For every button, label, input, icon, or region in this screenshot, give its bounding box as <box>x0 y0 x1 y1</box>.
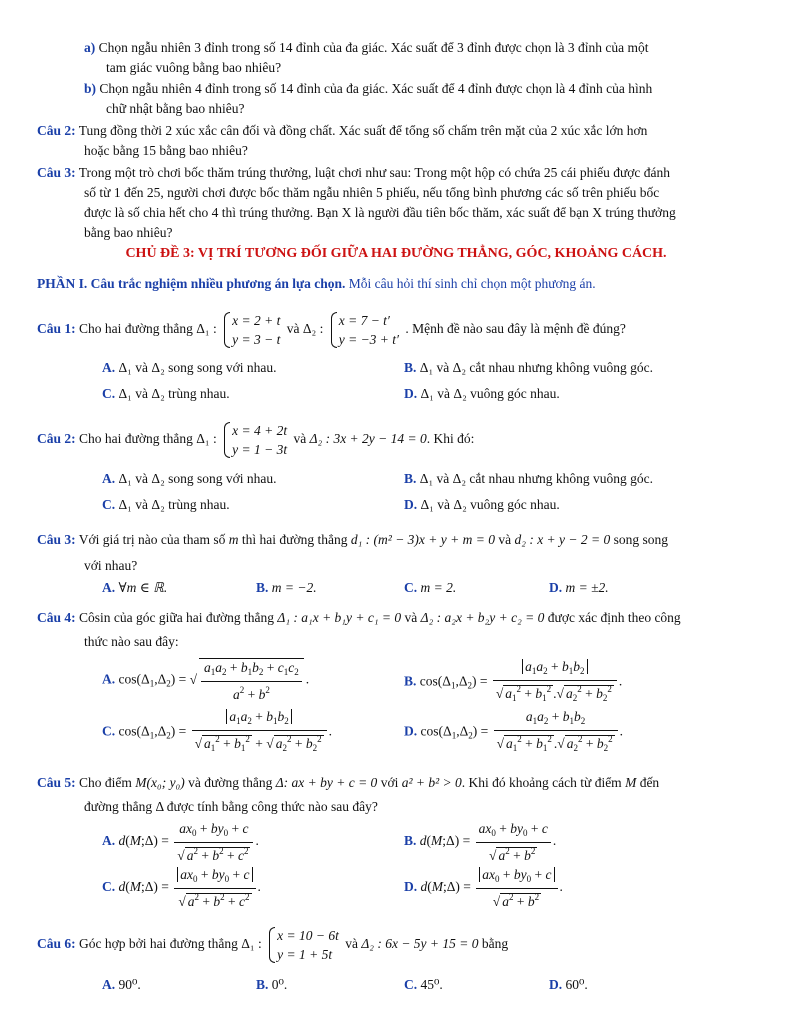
option-text: 90⁰. <box>118 977 141 992</box>
option-text: và <box>135 386 149 401</box>
option-letter: C. <box>404 580 418 595</box>
option-letter: B. <box>404 471 417 486</box>
line-delta1: Δ₁ : <box>196 431 217 446</box>
question-text: . Khi đó: <box>426 431 475 446</box>
option-text: m = ±2. <box>565 580 609 595</box>
line-equation: Δ: ax + by + c = 0 <box>275 775 378 790</box>
option-text: 60⁰. <box>565 977 588 992</box>
question-text: Góc hợp bởi hai đường thẳng <box>79 936 238 951</box>
q4-option-b[interactable]: B. $\cos(\Delta_1,\Delta_2)$ = $\frac{a_1a_2 + b_1b_2}{√ a_1^2 + b_1^2 .√ a_2^2 + b_2^2}$ . <box>404 659 623 703</box>
q2-option-c[interactable] <box>102 495 230 515</box>
math: M(x₀; y₀) <box>135 775 185 790</box>
option-text: và <box>135 471 149 486</box>
question-prob-3 <box>37 163 670 183</box>
q3-option-c[interactable] <box>404 578 456 598</box>
eq-line: y = 1 − 3t <box>232 441 288 457</box>
math: Δ₁ <box>118 360 132 375</box>
q1-option-a[interactable] <box>102 358 277 378</box>
option-letter: A. <box>102 471 116 486</box>
part-note: Mỗi câu hỏi thí sinh chỉ chọn một phương án. <box>348 276 596 291</box>
option-text: ∀m ∈ ℝ. <box>118 580 168 595</box>
math: Δ₂ <box>453 497 467 512</box>
q6-option-d[interactable] <box>549 975 588 995</box>
math: a² + b² > 0 <box>401 775 462 790</box>
question-text: Cho hai đường thẳng <box>79 321 193 336</box>
q2-option-d[interactable] <box>404 495 560 515</box>
option-text: song song với nhau. <box>168 471 277 486</box>
question-prob-2 <box>37 121 647 141</box>
question-label: Câu 3: <box>37 165 76 180</box>
question-text: Với giá trị nào của tham số <box>78 532 226 547</box>
item-a <box>84 38 648 58</box>
option-letter: C. <box>102 497 116 512</box>
question-prob-3-cont: số từ 1 đến 25, người chơi được bốc thăm ngẫu nhiên 5 phiếu, nếu tổng bình phương các số trên phiếu bốc <box>84 185 660 200</box>
option-text: trùng nhau. <box>168 386 230 401</box>
question-label: Câu 5: <box>37 775 76 790</box>
param-system-2 <box>330 311 399 349</box>
q2-option-b[interactable] <box>404 469 653 489</box>
option-letter: D. <box>404 497 418 512</box>
option-text: và <box>436 471 450 486</box>
option-letter: C. <box>404 977 418 992</box>
option-letter: A. <box>102 833 116 849</box>
question-prob-2-cont: hoặc bằng 15 bằng bao nhiêu? <box>84 143 248 158</box>
q6-option-a[interactable] <box>102 975 141 995</box>
option-letter: A. <box>102 360 116 375</box>
question-prob-3-cont: được là số chia hết cho 4 thì trúng thưởng. Bạn X là người đầu tiên bốc thăm, xác suất để bạn X trúng thưởng <box>84 205 676 220</box>
option-letter: C. <box>102 879 116 895</box>
option-text: và <box>135 497 149 512</box>
question-text: đến <box>639 775 660 790</box>
question-3 <box>37 530 767 550</box>
q5-option-b[interactable]: B. d(M;Δ) = $\frac{ax_0 + by_0 + c}{√ a^2 + b^2}$ . <box>404 821 557 863</box>
option-text: và <box>436 360 450 375</box>
option-letter: D. <box>404 723 418 739</box>
q4-option-d[interactable]: D. $\cos(\Delta_1,\Delta_2)$ = $\frac{a_1a_2 + b_1b_2}{√ a_1^2 + b_1^2 .√ a_2^2 + b_2^2}$ . <box>404 709 623 753</box>
part-title: PHẦN I. Câu trắc nghiệm nhiều phương án lựa chọn. <box>37 276 346 291</box>
q4-option-a[interactable]: A. $\cos(\Delta_1,\Delta_2)$ = √ $\frac{a_1a_2 + b_1b_2 + c_1c_2}{a^2 + b^2}$ . <box>102 658 309 704</box>
question-label: Câu 2: <box>37 123 76 138</box>
math: Δ₁ <box>419 471 434 486</box>
math: Δ₂ <box>151 360 165 375</box>
item-a-label: a) <box>84 40 96 55</box>
line-equation: Δ₁ : a₁x + b₁y + c₁ = 0 <box>277 610 402 625</box>
option-text: 0⁰. <box>271 977 288 992</box>
eq-line: x = 4 + 2t <box>232 422 288 438</box>
item-b-cont: chữ nhật bằng bao nhiêu? <box>106 101 245 116</box>
option-letter: C. <box>102 723 116 739</box>
question-4-cont: thức nào sau đây: <box>84 634 179 649</box>
topic-title: CHỦ ĐỀ 3: VỊ TRÍ TƯƠNG ĐỐI GIỮA HAI ĐƯỜNG THẲNG, GÓC, KHOẢNG CÁCH. <box>125 246 667 261</box>
param-system-1 <box>223 311 280 349</box>
option-text: cắt nhau nhưng không vuông góc. <box>469 471 653 486</box>
math: Δ₁ <box>420 497 434 512</box>
question-text: và <box>345 936 358 951</box>
item-a-cont: tam giác vuông bằng bao nhiêu? <box>106 60 282 75</box>
question-text: với <box>380 775 399 790</box>
option-letter: A. <box>102 977 116 992</box>
question-text: . Mệnh đề nào sau đây là mệnh đề đúng? <box>405 321 626 336</box>
option-text: vuông góc nhau. <box>470 386 560 401</box>
math: Δ₁ <box>419 360 434 375</box>
math: Δ₁ <box>118 471 132 486</box>
question-prob-3-cont: bằng bao nhiêu? <box>84 225 173 240</box>
option-letter: D. <box>404 879 418 895</box>
item-b <box>84 79 652 99</box>
option-text: song song với nhau. <box>168 360 277 375</box>
q3-option-d[interactable] <box>549 578 609 598</box>
question-4 <box>37 608 681 628</box>
line-equation: Δ₂ : 3x + 2y − 14 = 0 <box>309 431 427 446</box>
q1-option-d[interactable] <box>404 384 560 404</box>
eq-line: x = 10 − 6t <box>277 927 339 943</box>
question-label: Câu 3: <box>37 532 76 547</box>
math: m <box>228 532 239 547</box>
option-letter: C. <box>102 386 116 401</box>
line-equation: Δ₂ : a₂x + b₂y + c₂ = 0 <box>420 610 545 625</box>
option-text: trùng nhau. <box>168 497 230 512</box>
math: Δ₂ <box>151 471 165 486</box>
option-text: 45⁰. <box>420 977 443 992</box>
eq-line: x = 7 − t′ <box>338 312 390 328</box>
question-text: song song <box>613 532 669 547</box>
q1-option-c[interactable] <box>102 384 230 404</box>
math: Δ₂ <box>453 386 467 401</box>
question-5-cont: đường thẳng Δ được tính bằng công thức nào sau đây? <box>84 799 378 814</box>
q6-option-b[interactable] <box>256 975 287 995</box>
q6-option-c[interactable] <box>404 975 443 995</box>
question-text: . Khi đó khoảng cách từ điểm <box>461 775 622 790</box>
q1-option-b[interactable] <box>404 358 653 378</box>
q5-option-d[interactable]: D. d(M;Δ) = $\frac{ax_0 + by_0 + c}{√ a^2 + b^2}$ . <box>404 867 563 909</box>
question-label: Câu 2: <box>37 431 76 446</box>
math: Δ₁ <box>118 386 132 401</box>
question-text: Cho hai đường thẳng <box>79 431 193 446</box>
line-delta2: Δ₂ : <box>302 321 324 336</box>
line-delta1: Δ₁ : <box>196 321 217 336</box>
item-b-label: b) <box>84 81 97 96</box>
q2-option-a[interactable] <box>102 469 277 489</box>
math: Δ₁ <box>118 497 132 512</box>
question-5 <box>37 773 659 793</box>
item-b-text: Chọn ngẫu nhiên 4 đỉnh trong số 14 đỉnh của đa giác. Xác suất để 4 đỉnh được chọn là 4 đỉnh của hình <box>99 81 653 96</box>
q5-option-c[interactable]: C. d(M;Δ) = $\frac{ax_0 + by_0 + c}{√ a^2 + b^2 + c^2}$ . <box>102 867 261 909</box>
question-text: Côsin của góc giữa hai đường thẳng <box>79 610 275 625</box>
line-equation: Δ₂ : 6x − 5y + 15 = 0 <box>361 936 479 951</box>
option-letter: D. <box>404 386 418 401</box>
question-1 <box>37 309 626 349</box>
option-letter: B. <box>404 673 417 689</box>
q4-option-c[interactable]: C. $\cos(\Delta_1,\Delta_2)$ = $\frac{a_1a_2 + b_1b_2}{√ a_1^2 + b_1^2 + √ a_2^2 + b_2^2}$ . <box>102 709 332 753</box>
eq-line: y = 3 − t <box>232 331 281 347</box>
question-label: Câu 1: <box>37 321 76 336</box>
question-text: và <box>404 610 418 625</box>
eq-line: y = 1 + 5t <box>277 946 333 962</box>
option-text: vuông góc nhau. <box>470 497 560 512</box>
q3-option-b[interactable] <box>256 578 317 598</box>
option-text: cắt nhau nhưng không vuông góc. <box>469 360 653 375</box>
question-text: Trong một trò chơi bốc thăm trúng thưởng, luật chơi như sau: Trong một hộp có chứa 25 cái phiếu được đánh <box>78 165 671 180</box>
question-text: Tung đồng thời 2 xúc xắc cân đối và đồng chất. Xác suất để tổng số chấm trên mặt của 2 xúc xắc lớn hơn <box>78 123 648 138</box>
option-letter: B. <box>256 977 269 992</box>
option-text: m = −2. <box>271 580 317 595</box>
sqrt-formula <box>190 672 197 687</box>
line-d2: d₂ : x + y − 2 = 0 <box>514 532 611 547</box>
math: M <box>625 775 637 790</box>
option-letter: B. <box>404 833 417 849</box>
math: Δ₂ <box>452 360 467 375</box>
question-text: và <box>286 321 300 336</box>
part-heading <box>37 274 596 294</box>
question-text: bằng <box>481 936 509 951</box>
question-label: Câu 4: <box>37 610 76 625</box>
eq-line: y = −3 + t′ <box>338 331 399 347</box>
option-letter: D. <box>549 580 563 595</box>
item-a-text: Chọn ngẫu nhiên 3 đỉnh trong số 14 đỉnh của đa giác. Xác suất để 3 đỉnh được chọn là 3 đỉnh của một <box>98 40 649 55</box>
question-label: Câu 6: <box>37 936 76 951</box>
question-text: thì hai đường thẳng <box>241 532 348 547</box>
math: Δ₂ <box>151 386 165 401</box>
line-d1: d₁ : (m² − 3)x + y + m = 0 <box>350 532 495 547</box>
option-text: m = 2. <box>420 580 457 595</box>
eq-line: x = 2 + t <box>232 312 281 328</box>
question-3-cont: với nhau? <box>84 558 138 573</box>
option-letter: A. <box>102 580 116 595</box>
param-system-1 <box>223 421 287 459</box>
question-text: Cho điểm <box>79 775 132 790</box>
option-text: và <box>135 360 149 375</box>
math: Δ₂ <box>151 497 165 512</box>
question-text: và <box>498 532 512 547</box>
line-delta1: Δ₁ : <box>241 936 262 951</box>
question-text: và <box>293 431 307 446</box>
param-system-1 <box>268 926 339 964</box>
option-letter: B. <box>256 580 269 595</box>
option-letter: A. <box>102 671 116 687</box>
question-2 <box>37 419 474 459</box>
option-letter: D. <box>549 977 563 992</box>
q3-option-a[interactable] <box>102 578 167 598</box>
question-text: được xác định theo công <box>547 610 681 625</box>
option-letter: B. <box>404 360 417 375</box>
math: Δ₁ <box>420 386 434 401</box>
question-text: và đường thẳng <box>188 775 273 790</box>
option-text: và <box>437 386 451 401</box>
math: Δ₂ <box>452 471 467 486</box>
q5-option-a[interactable]: A. d(M;Δ) = $\frac{ax_0 + by_0 + c}{√ a^2 + b^2 + c^2}$ . <box>102 821 259 863</box>
question-6 <box>37 924 508 964</box>
option-text: và <box>437 497 451 512</box>
